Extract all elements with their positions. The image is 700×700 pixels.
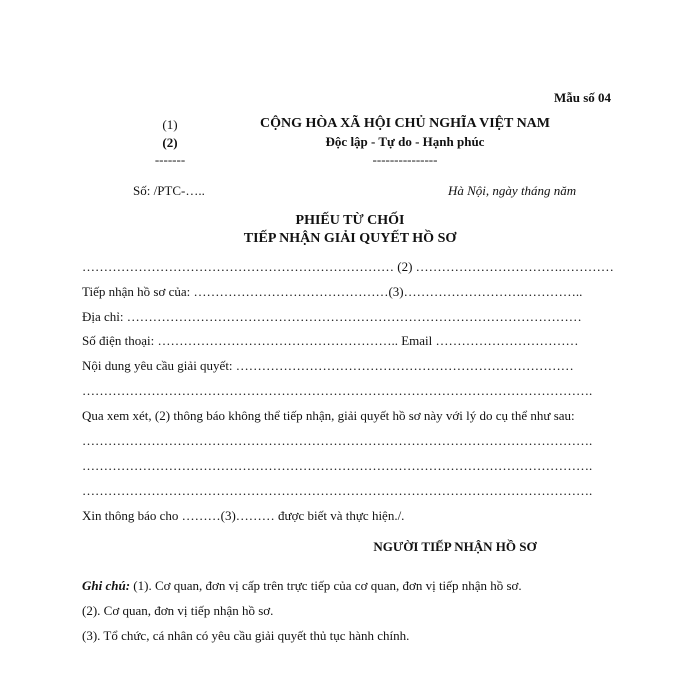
body-line-dotted: ……………………………………………………………………………………………………….: [82, 433, 593, 448]
body-line-received-from: Tiếp nhận hồ sơ của: ………………………………………(3)……………………….…………..: [82, 284, 583, 299]
note-1-text: (1). Cơ quan, đơn vị cấp trên trực tiếp của cơ quan, đơn vị tiếp nhận hồ sơ.: [130, 578, 522, 593]
document-number: Số: /PTC-…..: [133, 183, 205, 198]
body-line-agency: ……………………………………………………………… (2) …………………………….…………: [82, 259, 614, 274]
notes-label: Ghi chú:: [82, 578, 131, 593]
body-line-dotted: ……………………………………………………………………………………………………….: [82, 383, 593, 398]
body-line-address: Địa chỉ: ……………………………………………………………………………………………: [82, 309, 582, 324]
left-header-divider: -------: [154, 152, 186, 167]
body-line-reason-intro: Qua xem xét, (2) thông báo không thể tiếp nhận, giải quyết hồ sơ này với lý do cụ thể như sau:: [82, 408, 575, 423]
place-and-date: Hà Nội, ngày tháng năm: [448, 183, 577, 198]
body-line-phone-email: Số điện thoại: ……………………………………………….. Email ……………………………: [82, 333, 579, 348]
form-number: Mẫu số 04: [554, 90, 612, 105]
agency-superior-placeholder: (1): [162, 117, 178, 132]
agency-placeholder: (2): [162, 135, 178, 150]
body-line-dotted: ……………………………………………………………………………………………………….: [82, 458, 593, 473]
note-3: (3). Tổ chức, cá nhân có yêu cầu giải quyết thủ tục hành chính.: [82, 628, 410, 643]
national-motto: Độc lập - Tự do - Hạnh phúc: [325, 134, 485, 149]
body-line-notification: Xin thông báo cho ………(3)……… được biết và thực hiện./.: [82, 508, 405, 523]
form-title-line2: TIẾP NHẬN GIẢI QUYẾT HỒ SƠ: [243, 231, 457, 246]
note-1: [82, 578, 522, 594]
form-title-line1: PHIẾU TỪ CHỐI: [295, 213, 405, 228]
signature-title: NGƯỜI TIẾP NHẬN HỒ SƠ: [373, 539, 537, 554]
country-name: CỘNG HÒA XÃ HỘI CHỦ NGHĨA VIỆT NAM: [259, 116, 550, 131]
right-header-divider: ---------------: [372, 152, 438, 167]
note-2: (2). Cơ quan, đơn vị tiếp nhận hồ sơ.: [82, 603, 274, 618]
body-line-dotted: ……………………………………………………………………………………………………….: [82, 483, 593, 498]
body-line-request-content: Nội dung yêu cầu giải quyết: ……………………………………………………………………: [82, 358, 574, 373]
